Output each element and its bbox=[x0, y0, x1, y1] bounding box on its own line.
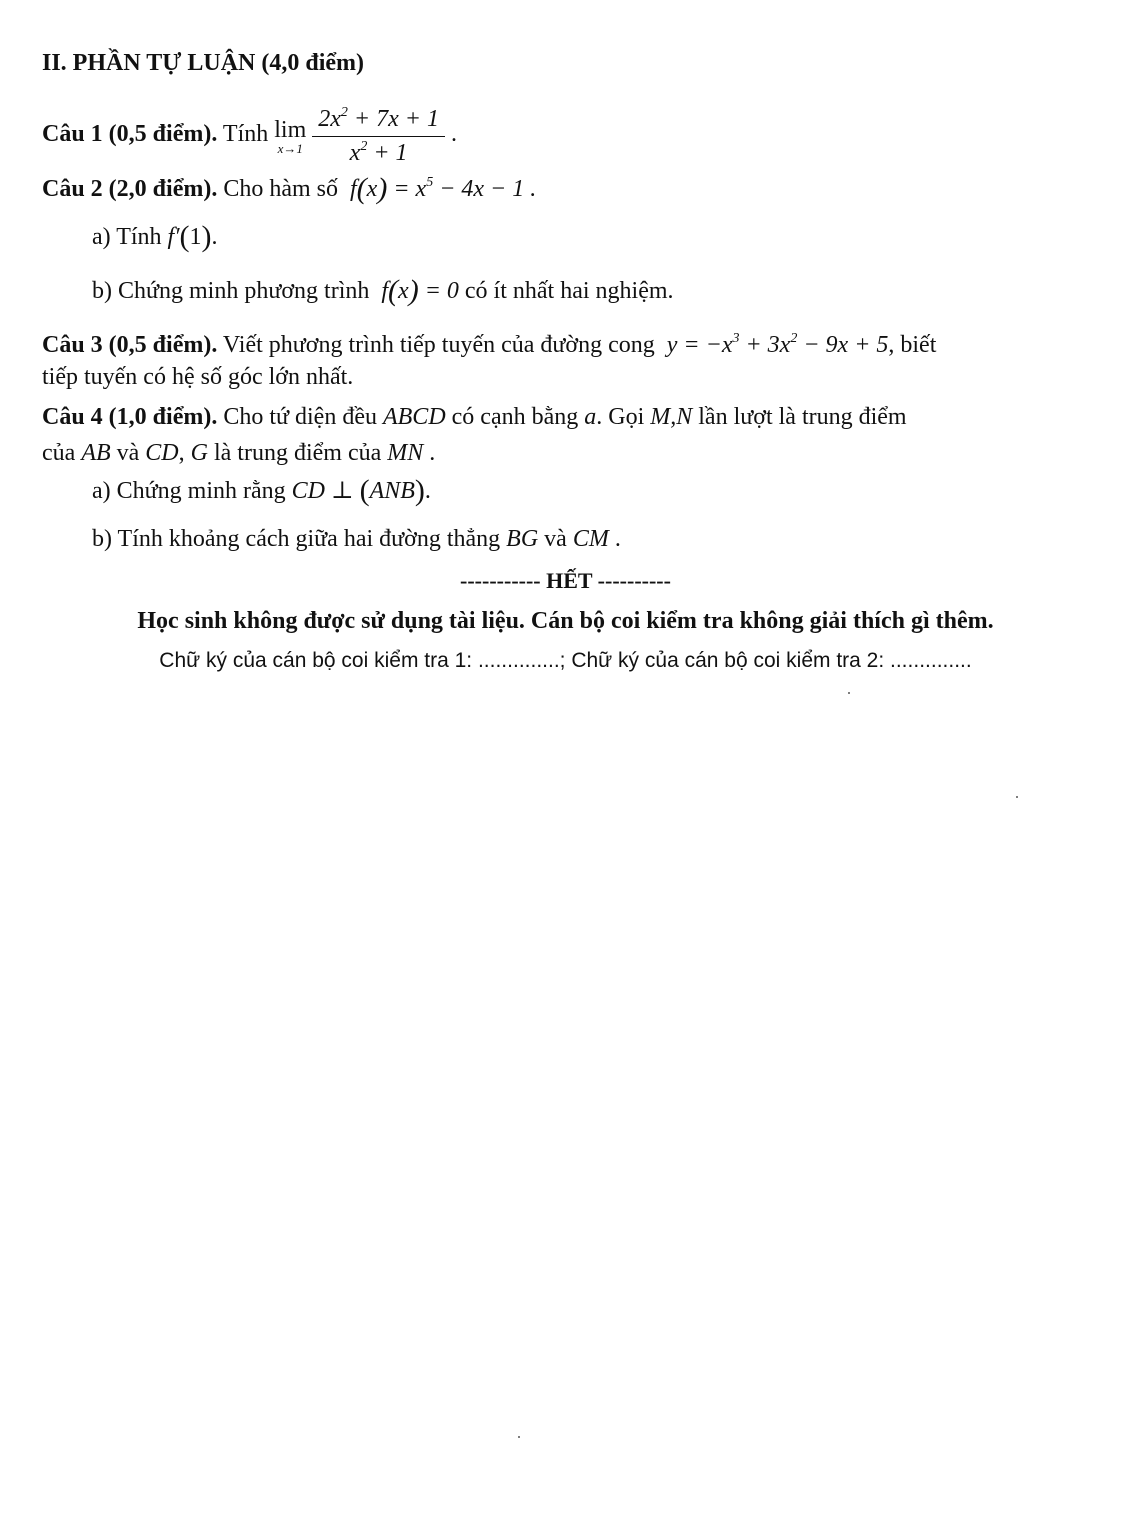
q2-eq-a: = x bbox=[387, 176, 427, 202]
q4-t4: lần lượt là trung điểm bbox=[698, 404, 907, 430]
q1-text: Tính bbox=[222, 121, 269, 148]
question-4a bbox=[92, 476, 431, 506]
q1-den-a: x bbox=[349, 140, 361, 166]
q2-label: Câu 2 (2,0 điểm). bbox=[42, 176, 218, 202]
q2b-text: b) Chứng minh phương trình bbox=[92, 278, 370, 304]
q4b-bg: BG bbox=[506, 526, 539, 552]
q3-eq-b: + 3x bbox=[739, 332, 791, 358]
q4-g: G bbox=[190, 440, 208, 466]
q4b-text: b) Tính khoảng cách giữa hai đường thẳng bbox=[92, 526, 501, 552]
q2a-func: f′ bbox=[167, 224, 180, 250]
q4-abcd: ABCD bbox=[382, 404, 446, 430]
q1-num-a: 2x bbox=[318, 106, 341, 132]
q4-l2-t3: , bbox=[178, 440, 185, 466]
question-2a bbox=[92, 222, 217, 252]
q1-num-b: + 7x + 1 bbox=[347, 106, 439, 132]
paren-close: ) bbox=[414, 474, 425, 507]
end-mark: ----------- HẾT ---------- bbox=[460, 568, 671, 593]
q1-lim-sub: x→1 bbox=[277, 140, 303, 156]
q4-t3: . Gọi bbox=[596, 404, 645, 430]
q3-end: , biết bbox=[888, 332, 937, 358]
q3-exp2: 2 bbox=[790, 331, 798, 346]
q4-line2 bbox=[42, 438, 435, 468]
paren-close: ) bbox=[201, 220, 212, 253]
q2b-equation bbox=[375, 274, 459, 307]
q3-exp3: 3 bbox=[732, 331, 740, 346]
q4-t1: Cho tứ diện đều bbox=[223, 404, 377, 430]
q4-l2-t2: và bbox=[116, 440, 140, 466]
q3-eq-c: − 9x + 5 bbox=[797, 332, 889, 358]
q4-mn-points: M,N bbox=[650, 404, 693, 430]
q4a-end: . bbox=[424, 478, 431, 504]
q1-denominator bbox=[312, 137, 445, 169]
q3-equation bbox=[661, 332, 889, 358]
scan-speck bbox=[1016, 796, 1018, 798]
q2b-func: f bbox=[381, 278, 389, 304]
q2a-arg: 1 bbox=[189, 224, 202, 250]
q3-label: Câu 3 (0,5 điểm). bbox=[42, 332, 218, 358]
q1-end: . bbox=[450, 121, 457, 148]
q2b-eq: = 0 bbox=[418, 278, 459, 304]
q4-a: a bbox=[584, 404, 597, 430]
q4-mn: MN bbox=[387, 440, 424, 466]
q1-num-exp: 2 bbox=[340, 105, 348, 120]
q1-den-b: + 1 bbox=[367, 140, 408, 166]
q4-cd: CD bbox=[145, 440, 179, 466]
paren-open: ( bbox=[179, 220, 190, 253]
q2-func: f bbox=[350, 176, 357, 202]
q4-ab: AB bbox=[81, 440, 111, 466]
q1-lim-word: lim bbox=[274, 116, 307, 143]
paren-close: ) bbox=[408, 274, 419, 307]
question-3 bbox=[42, 330, 936, 360]
q2-exp: 5 bbox=[426, 175, 434, 190]
q2b-var: x bbox=[398, 278, 409, 304]
q4a-expr: CD ⊥ bbox=[291, 478, 354, 504]
section-title: II. PHẦN TỰ LUẬN (4,0 điểm) bbox=[42, 50, 364, 76]
q4-l2-end: . bbox=[429, 440, 436, 466]
question-4 bbox=[42, 402, 907, 432]
paren-open: ( bbox=[359, 474, 370, 507]
q4-t2: có cạnh bằng bbox=[451, 404, 579, 430]
q3-line2: tiếp tuyến có hệ số góc lớn nhất. bbox=[42, 364, 354, 390]
q1-numerator bbox=[312, 102, 445, 137]
signature-line: Chữ ký của cán bộ coi kiểm tra 1: ..............; Chữ ký của cán bộ coi kiểm tra 2: .............. bbox=[159, 649, 972, 672]
q3-eq-a: y = −x bbox=[666, 332, 733, 358]
question-1 bbox=[42, 102, 457, 169]
q4-label: Câu 4 (1,0 điểm). bbox=[42, 404, 218, 430]
q4b-end: . bbox=[614, 526, 621, 552]
q4b-and: và bbox=[544, 526, 567, 552]
q3-text: Viết phương trình tiếp tuyến của đường cong bbox=[222, 332, 655, 358]
scan-speck bbox=[848, 692, 850, 694]
question-4b bbox=[92, 524, 621, 554]
q2a-end: . bbox=[211, 224, 218, 250]
q2a-text: a) Tính bbox=[92, 224, 162, 250]
q4-l2-t4: là trung điểm của bbox=[213, 440, 382, 466]
scan-speck bbox=[518, 1436, 520, 1438]
q4a-text: a) Chứng minh rằng bbox=[92, 478, 286, 504]
paren-open: ( bbox=[356, 172, 367, 205]
q2-eq-b: − 4x − 1 . bbox=[433, 176, 537, 202]
q2-var: x bbox=[366, 176, 378, 202]
q4a-plane: ANB bbox=[369, 478, 415, 504]
q2b-end: có ít nhất hai nghiệm. bbox=[464, 278, 674, 304]
question-2b bbox=[92, 276, 674, 306]
paren-open: ( bbox=[388, 274, 399, 307]
q2-equation bbox=[344, 172, 537, 205]
q4-l2-t1: của bbox=[42, 440, 76, 466]
question-2 bbox=[42, 174, 536, 204]
q2-text: Cho hàm số bbox=[223, 176, 338, 202]
q1-den-exp: 2 bbox=[360, 139, 368, 154]
q4b-cm: CM bbox=[572, 526, 609, 552]
q1-limit bbox=[274, 117, 306, 155]
q1-fraction bbox=[312, 102, 445, 169]
q1-label: Câu 1 (0,5 điểm). bbox=[42, 121, 218, 148]
paren-close: ) bbox=[377, 172, 388, 205]
exam-note: Học sinh không được sử dụng tài liệu. Cán bộ coi kiểm tra không giải thích gì thêm. bbox=[137, 608, 994, 634]
